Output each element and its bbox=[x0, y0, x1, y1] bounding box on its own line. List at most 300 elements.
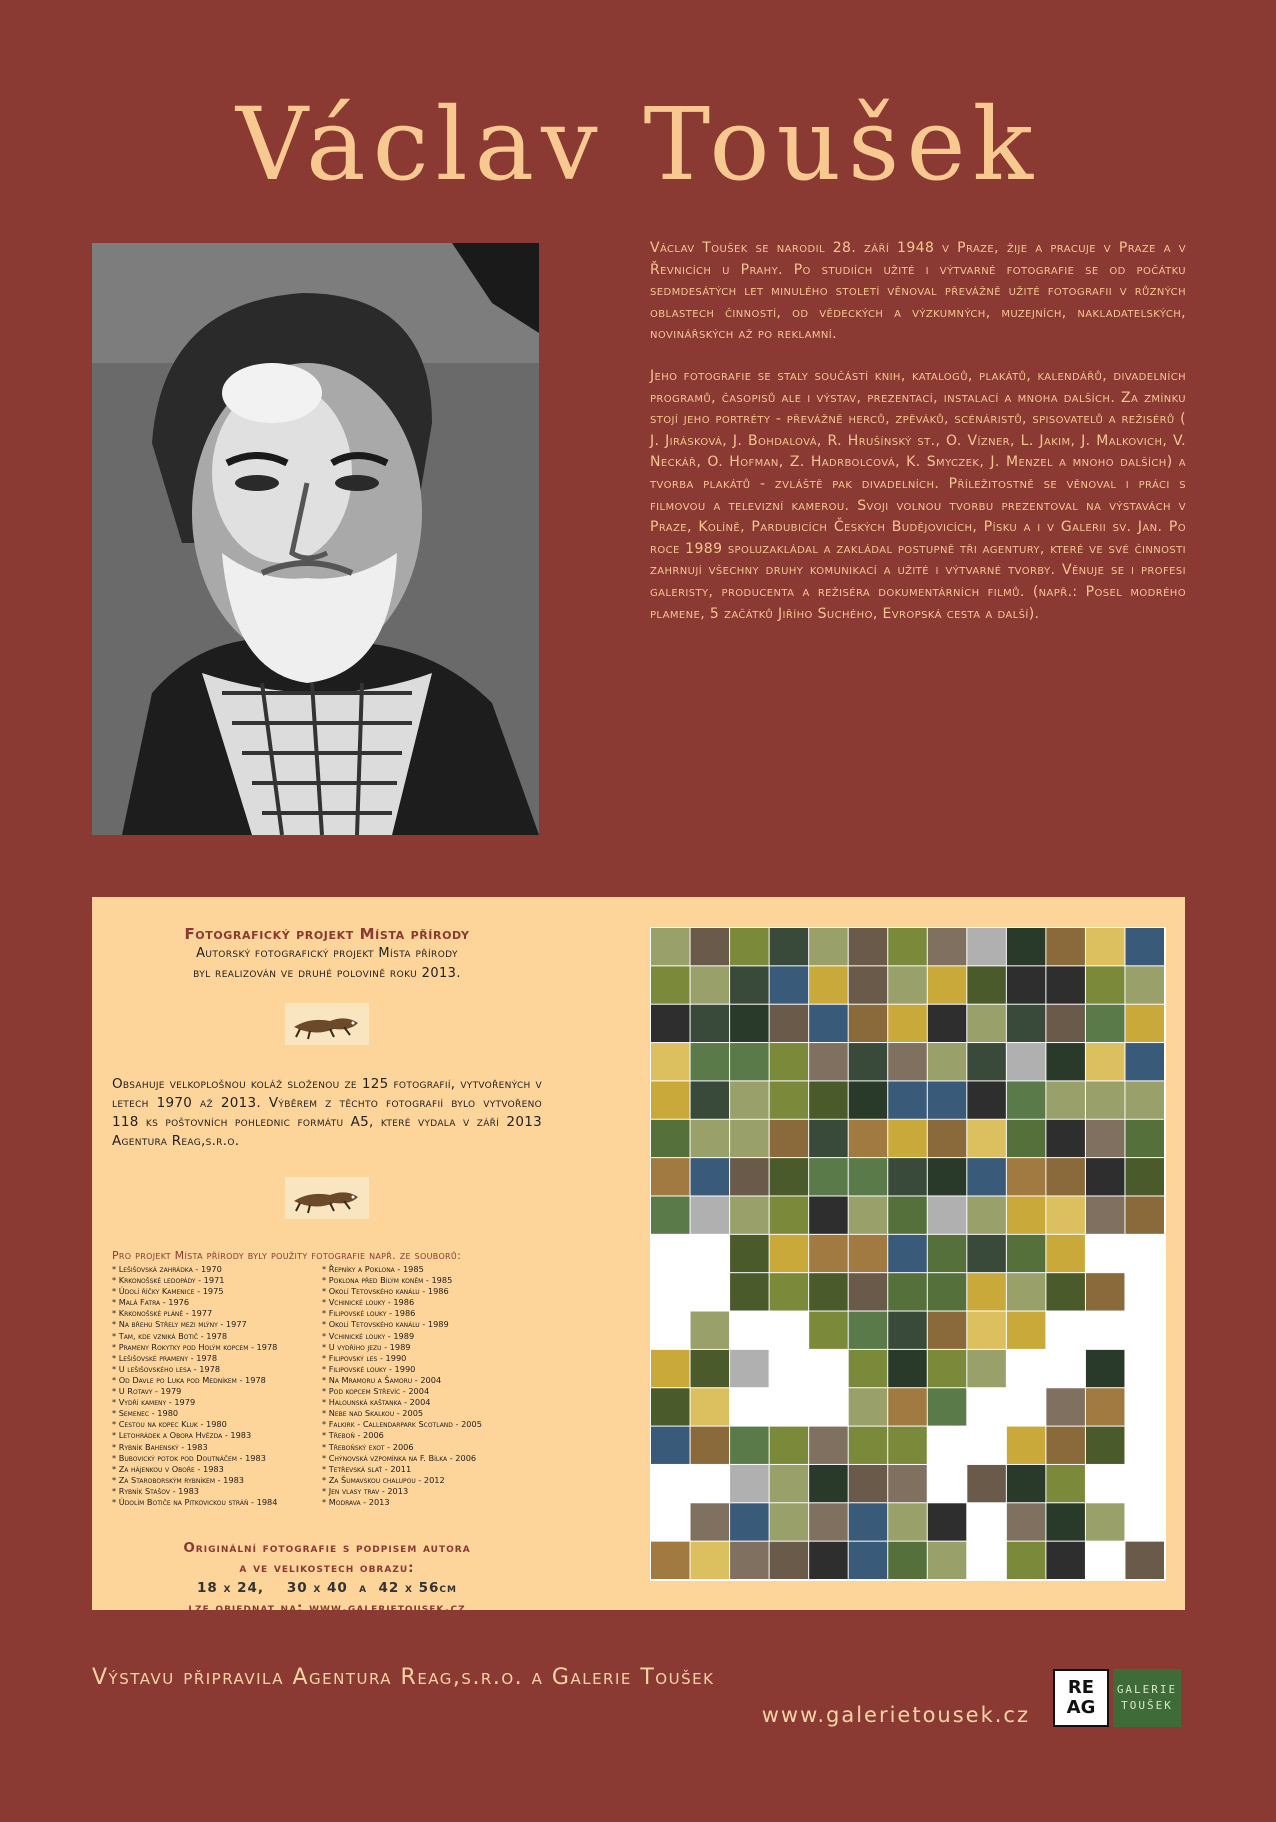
collage-photo-tile bbox=[691, 1350, 730, 1387]
collage-photo-tile bbox=[651, 966, 690, 1003]
collage-photo-tile bbox=[849, 1312, 888, 1349]
collage-photo-tile bbox=[770, 1350, 809, 1387]
collage-photo-tile bbox=[1007, 1081, 1046, 1118]
collage-photo-tile bbox=[691, 1043, 730, 1080]
collage-photo-tile bbox=[651, 1503, 690, 1540]
collage-photo-tile bbox=[928, 1005, 967, 1042]
collage-photo-tile bbox=[691, 966, 730, 1003]
collage-photo-tile bbox=[928, 1273, 967, 1310]
collage-photo-tile bbox=[1125, 1043, 1164, 1080]
portrait-photo bbox=[92, 243, 539, 835]
series-list-item: * Prameny Rokytky pod Holým kopcem - 1978 bbox=[112, 1341, 278, 1352]
collage-photo-tile bbox=[928, 1427, 967, 1464]
collage-photo-tile bbox=[730, 1388, 769, 1425]
collage-photo-tile bbox=[888, 1465, 927, 1502]
collage-photo-tile bbox=[809, 1312, 848, 1349]
collage-photo-tile bbox=[1046, 1503, 1085, 1540]
collage-photo-tile bbox=[849, 1005, 888, 1042]
collage-photo-tile bbox=[967, 1043, 1006, 1080]
collage-photo-tile bbox=[809, 1081, 848, 1118]
collage-photo-tile bbox=[1125, 966, 1164, 1003]
series-list-item: * U vydřího jezu - 1989 bbox=[322, 1341, 411, 1352]
galerie-logo-top: GALERIE bbox=[1116, 1683, 1178, 1696]
collage-photo-tile bbox=[888, 1350, 927, 1387]
collage-photo-tile bbox=[849, 1273, 888, 1310]
collage-photo-tile bbox=[651, 1005, 690, 1042]
collage-photo-tile bbox=[730, 1542, 769, 1579]
collage-photo-tile bbox=[651, 1273, 690, 1310]
collage-photo-tile bbox=[1086, 1388, 1125, 1425]
collage-photo-tile bbox=[967, 1542, 1006, 1579]
collage-photo-tile bbox=[1125, 1542, 1164, 1579]
collage-photo-tile bbox=[928, 1542, 967, 1579]
collage-photo-tile bbox=[691, 1005, 730, 1042]
collage-photo-tile bbox=[730, 1273, 769, 1310]
collage-photo-tile bbox=[770, 1388, 809, 1425]
collage-photo-tile bbox=[809, 1350, 848, 1387]
collage-photo-tile bbox=[849, 1043, 888, 1080]
collage-photo-tile bbox=[730, 1120, 769, 1157]
collage-photo-tile bbox=[809, 1427, 848, 1464]
collage-photo-tile bbox=[928, 1196, 967, 1233]
series-list-item: * Vydří kameny - 1979 bbox=[112, 1397, 196, 1408]
collage-photo-tile bbox=[967, 1120, 1006, 1157]
collage-photo-tile bbox=[1007, 1043, 1046, 1080]
collage-photo-tile bbox=[1086, 1158, 1125, 1195]
series-list-item: * U Rotavy - 1979 bbox=[112, 1386, 182, 1397]
collage-photo-tile bbox=[1007, 1542, 1046, 1579]
collage-photo-tile bbox=[1046, 1273, 1085, 1310]
collage-photo-tile bbox=[809, 1542, 848, 1579]
collage-photo-tile bbox=[888, 1388, 927, 1425]
series-list-item: * U lešišovského lesa - 1978 bbox=[112, 1363, 221, 1374]
series-list-item: * Vchinické louky - 1989 bbox=[322, 1330, 415, 1341]
collage-photo-tile bbox=[730, 1503, 769, 1540]
collage-photo-tile bbox=[1125, 1503, 1164, 1540]
collage-photo-tile bbox=[1125, 928, 1164, 965]
collage-photo-tile bbox=[691, 1388, 730, 1425]
collage-photo-tile bbox=[770, 1273, 809, 1310]
series-list-item: * Okolí Tetovského kanálu - 1989 bbox=[322, 1319, 449, 1330]
collage-photo-tile bbox=[849, 1158, 888, 1195]
series-list-item: * Za Šumavskou chalupou - 2012 bbox=[322, 1474, 445, 1485]
collage-photo-tile bbox=[1007, 1120, 1046, 1157]
series-list-item: * Třeboň - 2006 bbox=[322, 1430, 384, 1441]
collage-photo-tile bbox=[967, 1350, 1006, 1387]
collage-photo-tile bbox=[928, 1043, 967, 1080]
series-list-item: * Vchinické louky - 1986 bbox=[322, 1297, 415, 1308]
collage-photo-tile bbox=[770, 1081, 809, 1118]
collage-photo-tile bbox=[1086, 1503, 1125, 1540]
collage-photo-tile bbox=[849, 1388, 888, 1425]
series-list-item: * Pod kopcem Střevíc - 2004 bbox=[322, 1386, 430, 1397]
order-link[interactable]: lze objednat na: www.galerietousek.cz bbox=[188, 1600, 466, 1617]
collage-photo-tile bbox=[888, 1427, 927, 1464]
collage-photo-tile bbox=[1007, 1388, 1046, 1425]
collage-photo-tile bbox=[770, 1312, 809, 1349]
order-sizes: 18 x 24, 30 x 40 a 42 x 56cm bbox=[197, 1580, 457, 1597]
collage-photo-tile bbox=[730, 1235, 769, 1272]
collage-photo-tile bbox=[1086, 1043, 1125, 1080]
collage-photo-tile bbox=[809, 1503, 848, 1540]
collage-photo-tile bbox=[730, 1350, 769, 1387]
collage-photo-tile bbox=[1007, 1273, 1046, 1310]
collage-photo-tile bbox=[849, 1196, 888, 1233]
collage-photo-tile bbox=[809, 1235, 848, 1272]
series-list-item: * Poklona před Bílým koněm - 1985 bbox=[322, 1275, 453, 1286]
collage-photo-tile bbox=[691, 1503, 730, 1540]
collage-photo-tile bbox=[1086, 1273, 1125, 1310]
lizard-logo bbox=[285, 1003, 369, 1045]
collage-photo-tile bbox=[770, 928, 809, 965]
collage-photo-tile bbox=[928, 1503, 967, 1540]
collage-photo-tile bbox=[849, 1081, 888, 1118]
series-list-item: * Lešišovské prameny - 1978 bbox=[112, 1352, 218, 1363]
collage-photo-tile bbox=[888, 1081, 927, 1118]
series-list-item: * Řepníky a Poklona - 1985 bbox=[322, 1264, 424, 1274]
project-subtitle-1: Autorský fotografický projekt Místa přírody bbox=[196, 946, 458, 961]
reag-logo-top: RE bbox=[1067, 1677, 1095, 1698]
collage-photo-tile bbox=[770, 966, 809, 1003]
collage-photo-tile bbox=[888, 928, 927, 965]
collage-grid bbox=[651, 928, 1165, 1580]
collage-photo-tile bbox=[691, 1235, 730, 1272]
collage-photo-tile bbox=[849, 1465, 888, 1502]
series-list-item: * Modrava - 2013 bbox=[322, 1496, 390, 1507]
footer-website[interactable]: www.galerietousek.cz bbox=[761, 1703, 1030, 1727]
collage-photo-tile bbox=[849, 1427, 888, 1464]
collage-photo-tile bbox=[1007, 928, 1046, 965]
collage-photo-tile bbox=[888, 1503, 927, 1540]
collage-photo-tile bbox=[770, 1235, 809, 1272]
collage-photo-tile bbox=[1046, 1312, 1085, 1349]
collage-photo-tile bbox=[809, 1043, 848, 1080]
collage-photo-tile bbox=[967, 1273, 1006, 1310]
collage-photo-tile bbox=[730, 1158, 769, 1195]
collage-photo-tile bbox=[730, 1081, 769, 1118]
collage-photo-tile bbox=[1007, 1427, 1046, 1464]
series-list-item: * Na Mramoru a Šamoru - 2004 bbox=[322, 1374, 442, 1385]
collage-photo-tile bbox=[1086, 1312, 1125, 1349]
collage-photo-tile bbox=[1046, 966, 1085, 1003]
bio-paragraph-2: Jeho fotografie se staly součástí knih, katalogů, plakátů, kalendářů, divadelních programů, časopisů ale i výstav, prezentací, instalací a mnoha dalších. Za zmínku stojí jeho portréty - převážně herců, zpěváků, scénáristů, spisovatelů a režisérů ( J. Jirásková, J. Bohdalová, R. Hrušínský st., O. Vízner, L. Jakim, J. Malkovich, V. Neckář, O. Hofman, Z. Hadrbolcová, K. Smyczek, J. Menzel a mnoho dalších) a tvorba plakátů - zvláště pak divadelních. Příležitostně se věnoval i práci s filmovou a televizní kamerou. Svoji volnou tvorbu prezentoval na výstavách v Praze, Kolíně, Pardubicích Českých Budějovicích, Písku a i v Galerii sv. Jan. Po roce 1989 spoluzakládal a zakládal postupně tři agentury, které ve své činnosti zahrnují všechny druhy komunikací a užité i výtvarné tvorby. Věnuje se i profesi galeristy, producenta a režiséra dokumentárních filmů. (např.: Posel modrého plamene, 5 začátků Jiřího Suchého, Evropská cesta a další). bbox=[650, 367, 1186, 622]
series-list-item: * Krkonošské ledopády - 1971 bbox=[112, 1275, 225, 1286]
collage-photo-tile bbox=[1007, 1503, 1046, 1540]
collage-photo-tile bbox=[1046, 1158, 1085, 1195]
collage-photo-tile bbox=[730, 1312, 769, 1349]
collage-photo-tile bbox=[651, 1350, 690, 1387]
collage-photo-tile bbox=[730, 928, 769, 965]
collage-photo-tile bbox=[888, 966, 927, 1003]
collage-photo-tile bbox=[651, 1235, 690, 1272]
order-line-2: a ve velikostech obrazu: bbox=[239, 1560, 415, 1577]
series-list-item: * Chýnovská vzpomínka na F. Bílka - 2006 bbox=[322, 1452, 477, 1463]
collage-photo-tile bbox=[967, 1235, 1006, 1272]
collage-photo-tile bbox=[730, 966, 769, 1003]
collage-photo-tile bbox=[888, 1043, 927, 1080]
collage-photo-tile bbox=[651, 1465, 690, 1502]
series-list-title: Pro projekt Místa přírody byly použity fotografie např. ze souborů: bbox=[112, 1249, 462, 1262]
collage-photo-tile bbox=[1086, 1235, 1125, 1272]
collage-photo-tile bbox=[888, 1158, 927, 1195]
series-list-item: * Okolí Tetovského kanálu - 1986 bbox=[322, 1286, 449, 1297]
reag-logo-bottom: AG bbox=[1066, 1697, 1096, 1718]
lizard-icon bbox=[290, 1007, 364, 1041]
collage-photo-tile bbox=[809, 1465, 848, 1502]
collage-photo-tile bbox=[1086, 1120, 1125, 1157]
series-list-item: * Rybník Bahenský - 1983 bbox=[112, 1441, 208, 1452]
collage-photo-tile bbox=[691, 1312, 730, 1349]
collage-photo-tile bbox=[967, 1158, 1006, 1195]
collage-photo-tile bbox=[651, 1120, 690, 1157]
order-line-1: Originální fotografie s podpisem autora bbox=[183, 1540, 471, 1557]
collage-photo-tile bbox=[691, 1273, 730, 1310]
collage-photo-tile bbox=[967, 928, 1006, 965]
project-panel bbox=[92, 897, 1185, 1617]
collage-photo-tile bbox=[1125, 1120, 1164, 1157]
collage-photo-tile bbox=[1086, 1542, 1125, 1579]
collage-photo-tile bbox=[770, 1120, 809, 1157]
collage-photo-tile bbox=[967, 966, 1006, 1003]
series-list-item: * Třeboňský exot - 2006 bbox=[322, 1441, 414, 1452]
series-list-item: * Údolí říčky Kamenice - 1975 bbox=[112, 1286, 224, 1297]
collage-photo-tile bbox=[730, 1196, 769, 1233]
collage-photo-tile bbox=[770, 1005, 809, 1042]
photo-collage bbox=[650, 927, 1166, 1581]
project-info bbox=[112, 925, 542, 1618]
collage-photo-tile bbox=[1046, 928, 1085, 965]
series-list-item: * Lešišovská zahrádka - 1970 bbox=[112, 1264, 222, 1274]
footer-credit: Výstavu připravila Agentura Reag,s.r.o. a Galerie Toušek bbox=[92, 1665, 715, 1690]
collage-photo-tile bbox=[888, 1005, 927, 1042]
collage-photo-tile bbox=[1046, 1043, 1085, 1080]
collage-photo-tile bbox=[730, 1043, 769, 1080]
collage-photo-tile bbox=[651, 1043, 690, 1080]
collage-photo-tile bbox=[1086, 1427, 1125, 1464]
collage-photo-tile bbox=[967, 1427, 1006, 1464]
collage-photo-tile bbox=[967, 1005, 1006, 1042]
series-list-right bbox=[322, 1264, 542, 1508]
collage-photo-tile bbox=[770, 1196, 809, 1233]
collage-photo-tile bbox=[1007, 1350, 1046, 1387]
collage-photo-tile bbox=[967, 1465, 1006, 1502]
project-description: Obsahuje velkoplošnou koláž složenou ze 125 fotografií, vytvořených v letech 1970 až 2013. Výběrem z těchto fotografií bylo vytvořeno 118 ks poštovních pohlednic formátu A5, které vydala v září 2013 Agentura Reag,s.r.o. bbox=[112, 1076, 542, 1149]
series-list-item: * Na břehu Střely mezi mlýny - 1977 bbox=[112, 1319, 247, 1330]
collage-photo-tile bbox=[1046, 1350, 1085, 1387]
page-title: Václav Toušek bbox=[235, 86, 1041, 203]
collage-photo-tile bbox=[730, 1465, 769, 1502]
series-list-item: * Nebe nad Skalkou - 2005 bbox=[322, 1408, 424, 1419]
collage-photo-tile bbox=[691, 1158, 730, 1195]
collage-photo-tile bbox=[1125, 1427, 1164, 1464]
collage-photo-tile bbox=[1007, 1465, 1046, 1502]
collage-photo-tile bbox=[1046, 1465, 1085, 1502]
collage-photo-tile bbox=[1086, 1350, 1125, 1387]
collage-photo-tile bbox=[1125, 1158, 1164, 1195]
collage-photo-tile bbox=[730, 1427, 769, 1464]
collage-photo-tile bbox=[770, 1158, 809, 1195]
series-list-item: * Krkonošské pláně - 1977 bbox=[112, 1308, 213, 1319]
collage-photo-tile bbox=[809, 1388, 848, 1425]
collage-photo-tile bbox=[691, 1120, 730, 1157]
collage-photo-tile bbox=[1125, 1465, 1164, 1502]
series-list-item: * Malá Fatra - 1976 bbox=[112, 1297, 190, 1308]
collage-photo-tile bbox=[849, 1120, 888, 1157]
collage-photo-tile bbox=[1007, 1005, 1046, 1042]
collage-photo-tile bbox=[1046, 1120, 1085, 1157]
collage-photo-tile bbox=[928, 1312, 967, 1349]
collage-photo-tile bbox=[849, 966, 888, 1003]
collage-photo-tile bbox=[809, 928, 848, 965]
collage-photo-tile bbox=[809, 1158, 848, 1195]
collage-photo-tile bbox=[928, 1235, 967, 1272]
collage-photo-tile bbox=[770, 1503, 809, 1540]
collage-photo-tile bbox=[849, 1350, 888, 1387]
series-list-item: * Filipovský les - 1990 bbox=[322, 1352, 407, 1363]
collage-photo-tile bbox=[1046, 1427, 1085, 1464]
collage-photo-tile bbox=[651, 1081, 690, 1118]
collage-photo-tile bbox=[888, 1312, 927, 1349]
order-info bbox=[112, 1538, 542, 1618]
collage-photo-tile bbox=[888, 1235, 927, 1272]
collage-photo-tile bbox=[691, 1465, 730, 1502]
collage-photo-tile bbox=[888, 1273, 927, 1310]
collage-photo-tile bbox=[967, 1503, 1006, 1540]
collage-photo-tile bbox=[809, 1273, 848, 1310]
collage-photo-tile bbox=[967, 1196, 1006, 1233]
collage-photo-tile bbox=[928, 1350, 967, 1387]
series-list-item: * Filipovské louky - 1990 bbox=[322, 1363, 416, 1374]
collage-photo-tile bbox=[1086, 928, 1125, 965]
series-list-item: * Falkirk - Callendarpark Scotland - 2005 bbox=[322, 1419, 482, 1430]
galerie-logo bbox=[1113, 1669, 1181, 1727]
collage-photo-tile bbox=[691, 1196, 730, 1233]
collage-photo-tile bbox=[770, 1427, 809, 1464]
series-list-item: * Tetřevská slať - 2011 bbox=[322, 1463, 412, 1474]
collage-photo-tile bbox=[1125, 1081, 1164, 1118]
collage-photo-tile bbox=[809, 966, 848, 1003]
collage-photo-tile bbox=[1007, 1235, 1046, 1272]
lizard-logo-2 bbox=[285, 1177, 369, 1219]
collage-photo-tile bbox=[928, 966, 967, 1003]
collage-photo-tile bbox=[1086, 1081, 1125, 1118]
collage-photo-tile bbox=[849, 928, 888, 965]
series-list-item: * Halounská kaštanka - 2004 bbox=[322, 1397, 431, 1408]
reag-logo bbox=[1053, 1669, 1109, 1727]
collage-photo-tile bbox=[651, 1427, 690, 1464]
collage-photo-tile bbox=[888, 1196, 927, 1233]
series-list-item: * Jen vlasy trav - 2013 bbox=[322, 1485, 409, 1496]
collage-photo-tile bbox=[1086, 1005, 1125, 1042]
collage-photo-tile bbox=[1007, 1158, 1046, 1195]
series-list-item: * Od Davle po Luka pod Medníkem - 1978 bbox=[112, 1374, 266, 1385]
collage-photo-tile bbox=[809, 1005, 848, 1042]
collage-photo-tile bbox=[1046, 1388, 1085, 1425]
collage-photo-tile bbox=[651, 1312, 690, 1349]
collage-photo-tile bbox=[1086, 1196, 1125, 1233]
collage-photo-tile bbox=[651, 1158, 690, 1195]
series-list-item: * Rybník Stašov - 1983 bbox=[112, 1485, 199, 1496]
collage-photo-tile bbox=[1007, 966, 1046, 1003]
collage-photo-tile bbox=[691, 928, 730, 965]
collage-photo-tile bbox=[651, 1196, 690, 1233]
collage-photo-tile bbox=[1007, 1196, 1046, 1233]
collage-photo-tile bbox=[1125, 1273, 1164, 1310]
collage-photo-tile bbox=[1125, 1005, 1164, 1042]
series-lists bbox=[112, 1264, 542, 1508]
collage-photo-tile bbox=[967, 1081, 1006, 1118]
collage-photo-tile bbox=[1125, 1350, 1164, 1387]
bio-paragraph-1: Václav Toušek se narodil 28. září 1948 v Praze, žije a pracuje v Praze a v Řevnicích u Prahy. Po studiích užité i výtvarné fotografie se od počátku sedmdesátých let minulého století věnoval převážně užité fotografii v různých oblastech činností, od vědeckých a výzkumných, muzejních, nakladatelských, novinářských až po reklamní. bbox=[650, 240, 1186, 343]
collage-photo-tile bbox=[888, 1120, 927, 1157]
collage-photo-tile bbox=[651, 928, 690, 965]
collage-photo-tile bbox=[730, 1005, 769, 1042]
series-list-item: * Za hájenkou v Oboře - 1983 bbox=[112, 1463, 224, 1474]
footer-logos bbox=[1053, 1669, 1181, 1727]
collage-photo-tile bbox=[1086, 1465, 1125, 1502]
series-list-item: * Za Staroborským rybníkem - 1983 bbox=[112, 1474, 245, 1485]
lizard-icon bbox=[290, 1181, 364, 1215]
project-subtitle-2: byl realizován ve druhé polovině roku 2013. bbox=[193, 966, 461, 981]
collage-photo-tile bbox=[928, 1465, 967, 1502]
collage-photo-tile bbox=[1046, 1196, 1085, 1233]
collage-photo-tile bbox=[770, 1043, 809, 1080]
collage-photo-tile bbox=[1046, 1235, 1085, 1272]
collage-photo-tile bbox=[691, 1081, 730, 1118]
collage-photo-tile bbox=[1125, 1235, 1164, 1272]
collage-photo-tile bbox=[849, 1542, 888, 1579]
collage-photo-tile bbox=[691, 1542, 730, 1579]
collage-photo-tile bbox=[1125, 1196, 1164, 1233]
portrait-illustration bbox=[92, 243, 539, 835]
collage-photo-tile bbox=[1046, 1542, 1085, 1579]
galerie-logo-bottom: TOUŠEK bbox=[1121, 1699, 1173, 1712]
collage-photo-tile bbox=[928, 1081, 967, 1118]
collage-photo-tile bbox=[1125, 1388, 1164, 1425]
collage-photo-tile bbox=[770, 1542, 809, 1579]
collage-photo-tile bbox=[849, 1235, 888, 1272]
collage-photo-tile bbox=[651, 1542, 690, 1579]
collage-photo-tile bbox=[928, 1158, 967, 1195]
series-list-item: * Semenec - 1980 bbox=[112, 1408, 179, 1419]
series-list-item: * Bubovický potok pod Doutnáčem - 1983 bbox=[112, 1452, 266, 1463]
series-list-left bbox=[112, 1264, 322, 1508]
collage-photo-tile bbox=[967, 1388, 1006, 1425]
collage-photo-tile bbox=[809, 1120, 848, 1157]
collage-photo-tile bbox=[809, 1196, 848, 1233]
collage-photo-tile bbox=[1125, 1312, 1164, 1349]
collage-photo-tile bbox=[1086, 966, 1125, 1003]
collage-photo-tile bbox=[1046, 1005, 1085, 1042]
series-list-item: * Letohrádek a Obora Hvězda - 1983 bbox=[112, 1430, 252, 1441]
collage-photo-tile bbox=[1007, 1312, 1046, 1349]
collage-photo-tile bbox=[1046, 1081, 1085, 1118]
series-list-item: * Údolím Botiče na Pitkovickou stráň - 1984 bbox=[112, 1496, 278, 1507]
collage-photo-tile bbox=[928, 1120, 967, 1157]
collage-photo-tile bbox=[888, 1542, 927, 1579]
collage-photo-tile bbox=[849, 1503, 888, 1540]
collage-photo-tile bbox=[651, 1388, 690, 1425]
series-list-item: * Tam, kde vzniká Botič - 1978 bbox=[112, 1330, 228, 1341]
series-list-item: * Cestou na kopec Kluk - 1980 bbox=[112, 1419, 227, 1430]
collage-photo-tile bbox=[928, 928, 967, 965]
collage-photo-tile bbox=[928, 1388, 967, 1425]
collage-photo-tile bbox=[770, 1465, 809, 1502]
collage-photo-tile bbox=[967, 1312, 1006, 1349]
biography bbox=[650, 238, 1186, 645]
project-title: Fotografický projekt Místa přírody bbox=[184, 925, 470, 943]
series-list-item: * Filipovské louky - 1986 bbox=[322, 1308, 416, 1319]
